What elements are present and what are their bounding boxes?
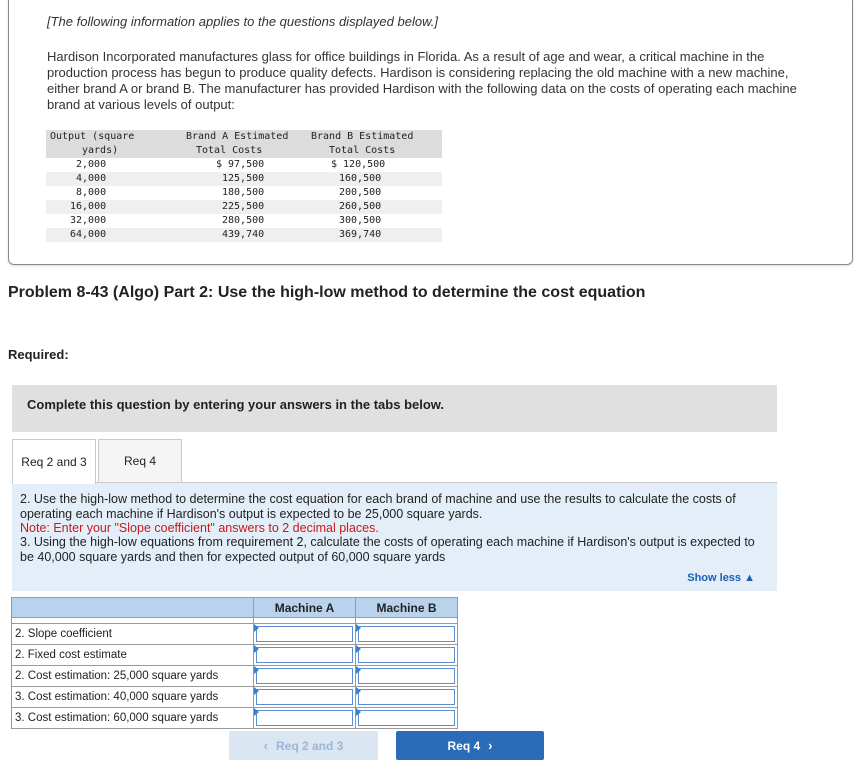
machine-a-60000-cell bbox=[254, 708, 356, 729]
brand-b-cell: 260,500 bbox=[307, 200, 442, 214]
problem-title: Problem 8-43 (Algo) Part 2: Use the high-low method to determine the cost equation bbox=[8, 284, 646, 301]
machine-b-40000-cell bbox=[356, 687, 458, 708]
machine-b-slope-input[interactable] bbox=[358, 626, 455, 642]
instruction-text: Complete this question by entering your answers in the tabs below. bbox=[27, 397, 445, 412]
machine-a-40000-cell bbox=[254, 687, 356, 708]
decimal-note: Note: Enter your "Slope coefficient" answers to 2 decimal places. bbox=[20, 521, 379, 535]
input-marker-icon bbox=[254, 666, 259, 674]
input-marker-icon bbox=[254, 687, 259, 695]
tab-label: Req 4 bbox=[123, 454, 157, 468]
answer-row bbox=[12, 624, 458, 645]
input-marker-icon bbox=[254, 708, 259, 716]
intro-paragraph: Hardison Incorporated manufactures glass for office buildings in Florida. As a result of age and wear, a critical machine in the production process has begun to produce quality defects. Hardison is considering replacing the old machine with a new machine, either brand A or brand B. The manufacturer has provided Hardison with the following data on the costs of operating each machine brand at various levels of output: bbox=[47, 49, 797, 112]
machine-a-fixed-input[interactable] bbox=[256, 647, 353, 663]
col-header-brand-b-2: Total Costs bbox=[307, 144, 442, 158]
machine-b-slope-cell bbox=[356, 624, 458, 645]
machine-a-slope-cell bbox=[254, 624, 356, 645]
machine-b-fixed-input[interactable] bbox=[358, 647, 455, 663]
machine-b-25000-input[interactable] bbox=[358, 668, 455, 684]
machine-a-fixed-cell bbox=[254, 645, 356, 666]
brand-a-cell: 180,500 bbox=[222, 187, 265, 198]
question-2-text: 2. Use the high-low method to determine the cost equation for each brand of machine and use the results to calculate the costs of operating each machine if Hardison's output is expected to be 25,000 square yards. bbox=[20, 492, 736, 521]
output-cell: 16,000 bbox=[46, 200, 182, 214]
info-box bbox=[8, 0, 853, 265]
machine-b-fixed-cell bbox=[356, 645, 458, 666]
output-cell: 2,000 bbox=[76, 159, 107, 170]
triangle-up-icon: ▲ bbox=[744, 572, 755, 584]
instruction-bar bbox=[12, 385, 777, 432]
chevron-right-icon: › bbox=[488, 738, 493, 753]
output-cell: 32,000 bbox=[70, 215, 107, 226]
answer-row bbox=[12, 708, 458, 729]
row-label-cost-40000: 3. Cost estimation: 40,000 square yards bbox=[12, 687, 254, 708]
row-label-fixed-cost: 2. Fixed cost estimate bbox=[12, 645, 254, 666]
col-header-machine-b: Machine B bbox=[356, 598, 458, 618]
row-label-cost-60000: 3. Cost estimation: 60,000 square yards bbox=[12, 708, 254, 729]
machine-a-25000-cell bbox=[254, 666, 356, 687]
table-row bbox=[46, 228, 442, 242]
input-marker-icon bbox=[356, 666, 361, 674]
question-3-text: 3. Using the high-low equations from requirement 2, calculate the costs of operating each machine if Hardison's output is expected to be 40,000 square yards and then for expected output of 60,000 square yards bbox=[20, 535, 755, 564]
cost-table-header-row bbox=[46, 130, 442, 144]
brand-b-cell: $ 120,500 bbox=[331, 159, 386, 170]
col-header-machine-a: Machine A bbox=[254, 598, 356, 618]
brand-b-cell: 300,500 bbox=[339, 215, 382, 226]
input-marker-icon bbox=[356, 645, 361, 653]
answer-header-row bbox=[12, 598, 458, 618]
tab-panel bbox=[12, 482, 777, 591]
cost-data-table bbox=[46, 130, 442, 242]
input-marker-icon bbox=[254, 624, 259, 632]
machine-a-slope-input[interactable] bbox=[256, 626, 353, 642]
tab-req-2-and-3[interactable] bbox=[12, 439, 96, 484]
show-less-label: Show less bbox=[687, 572, 742, 584]
next-button[interactable] bbox=[396, 731, 544, 760]
brand-b-cell: 369,740 bbox=[307, 228, 442, 242]
machine-b-40000-input[interactable] bbox=[358, 689, 455, 705]
table-row bbox=[46, 214, 442, 228]
table-row bbox=[46, 186, 442, 200]
machine-a-60000-input[interactable] bbox=[256, 710, 353, 726]
prev-button[interactable] bbox=[229, 731, 378, 760]
answer-header-blank bbox=[12, 598, 254, 618]
next-button-label: Req 4 bbox=[447, 738, 481, 753]
tab-req-4[interactable] bbox=[98, 439, 182, 483]
output-cell: 64,000 bbox=[46, 228, 182, 242]
col-header-brand-b: Brand B Estimated bbox=[307, 130, 442, 144]
row-label-slope: 2. Slope coefficient bbox=[12, 624, 254, 645]
table-row bbox=[46, 172, 442, 186]
col-header-output: Output (square bbox=[46, 130, 182, 144]
col-header-brand-a-2: Total Costs bbox=[182, 144, 307, 158]
prev-button-label: Req 2 and 3 bbox=[275, 738, 344, 753]
brand-a-cell: 439,740 bbox=[182, 228, 307, 242]
machine-b-60000-input[interactable] bbox=[358, 710, 455, 726]
machine-b-60000-cell bbox=[356, 708, 458, 729]
brand-a-cell: 280,500 bbox=[222, 215, 265, 226]
brand-b-cell: 200,500 bbox=[339, 187, 382, 198]
col-header-brand-a: Brand A Estimated bbox=[182, 130, 307, 144]
machine-a-40000-input[interactable] bbox=[256, 689, 353, 705]
cost-table-header-row-2 bbox=[46, 144, 442, 158]
answer-row bbox=[12, 666, 458, 687]
chevron-left-icon: ‹ bbox=[263, 738, 268, 753]
output-cell: 8,000 bbox=[76, 187, 107, 198]
answer-row bbox=[12, 687, 458, 708]
tab-label: Req 2 and 3 bbox=[21, 455, 87, 469]
brand-a-cell: 225,500 bbox=[182, 200, 307, 214]
row-label-cost-25000: 2. Cost estimation: 25,000 square yards bbox=[12, 666, 254, 687]
machine-a-25000-input[interactable] bbox=[256, 668, 353, 684]
show-less-link[interactable] bbox=[687, 572, 755, 584]
input-marker-icon bbox=[356, 708, 361, 716]
col-header-output-2: yards) bbox=[46, 144, 182, 158]
table-row bbox=[46, 200, 442, 214]
input-marker-icon bbox=[254, 645, 259, 653]
brand-a-cell: 125,500 bbox=[182, 172, 307, 186]
brand-a-cell: $ 97,500 bbox=[216, 159, 265, 170]
input-marker-icon bbox=[356, 687, 361, 695]
input-marker-icon bbox=[356, 624, 361, 632]
intro-note: [The following information applies to the questions displayed below.] bbox=[47, 14, 438, 29]
required-label: Required: bbox=[8, 347, 69, 362]
output-cell: 4,000 bbox=[46, 172, 182, 186]
answer-table bbox=[11, 597, 458, 729]
brand-b-cell: 160,500 bbox=[307, 172, 442, 186]
machine-b-25000-cell bbox=[356, 666, 458, 687]
answer-row bbox=[12, 645, 458, 666]
table-row bbox=[46, 158, 442, 172]
